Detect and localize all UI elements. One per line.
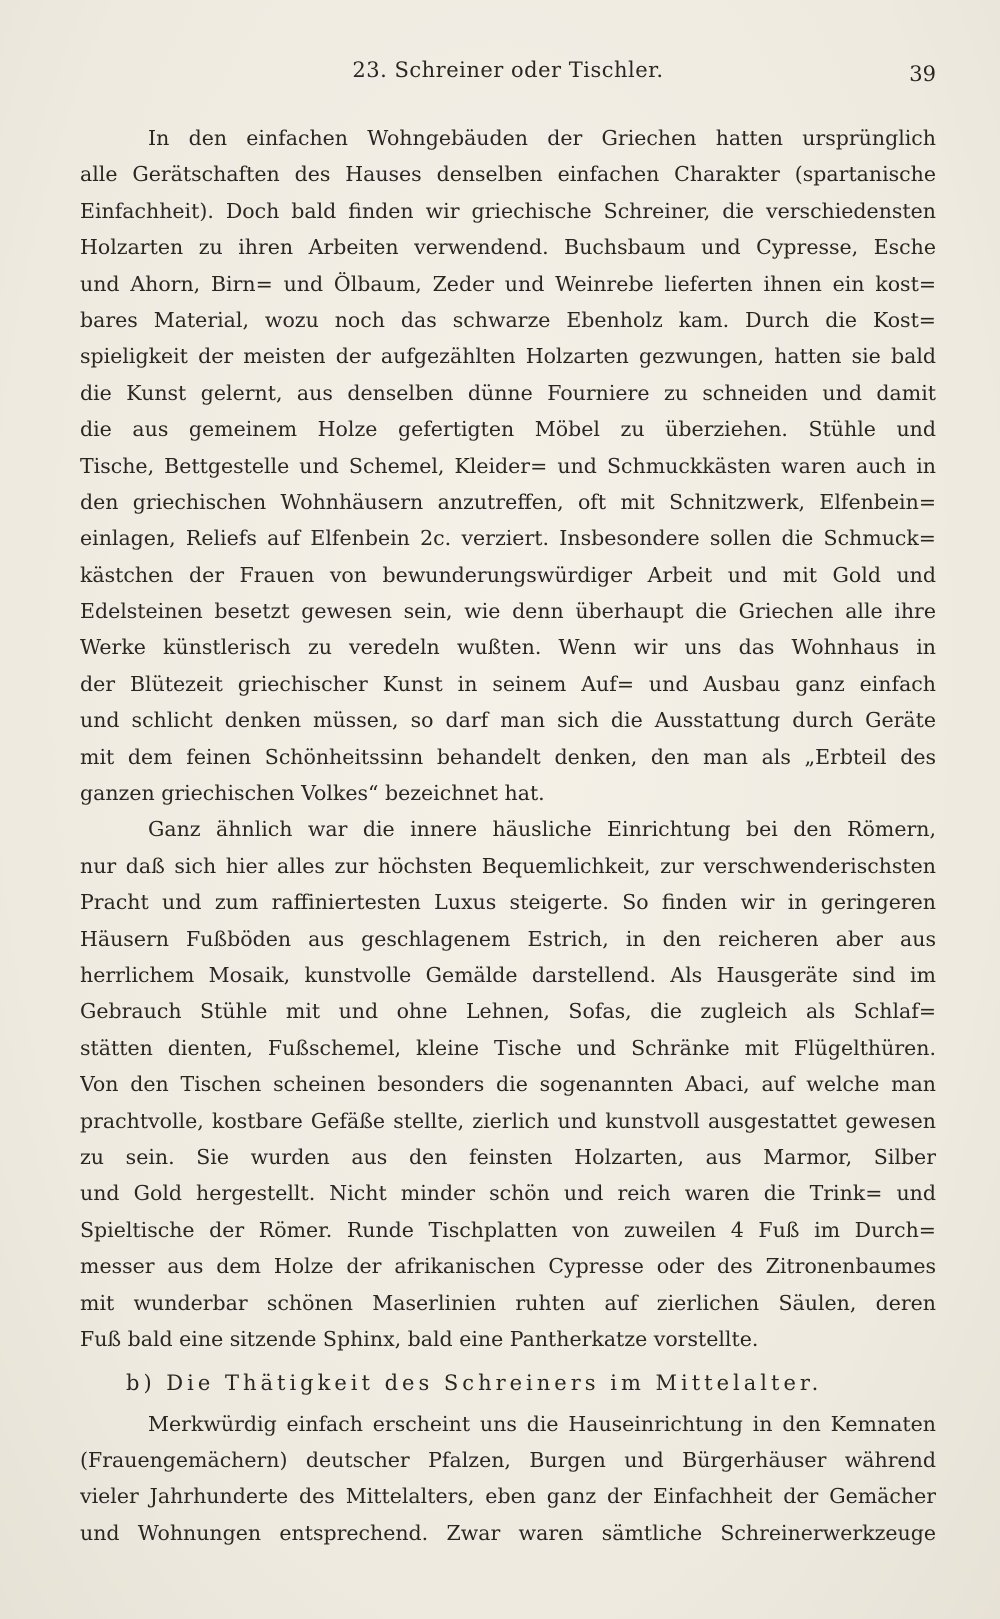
running-title: 23. Schreiner oder Tischler.	[352, 58, 664, 82]
text-line: Edelsteinen besetzt gewesen sein, wie denn überhaupt die Griechen alle ihre	[80, 599, 936, 624]
text-line: und Gold hergestellt. Nicht minder schön und reich waren die Trink= und	[80, 1181, 936, 1206]
text-line: zu sein. Sie wurden aus den feinsten Holzarten, aus Marmor, Silber	[80, 1144, 936, 1169]
text-line: kästchen der Frauen von bewunderungswürdiger Arbeit und mit Gold und	[80, 562, 936, 587]
text-line: Ganz ähnlich war die innere häusliche Einrichtung bei den Römern,	[148, 817, 936, 842]
text-line: und Ahorn, Birn= und Ölbaum, Zeder und Weinrebe lieferten ihnen ein kost=	[80, 271, 936, 296]
text-line: Pracht und zum raffiniertesten Luxus steigerte. So finden wir in geringeren	[80, 890, 936, 915]
running-head	[80, 58, 936, 90]
text-line: die Kunst gelernt, aus denselben dünne Fourniere zu schneiden und damit	[80, 380, 936, 405]
text-line: stätten dienten, Fußschemel, kleine Tische und Schränke mit Flügelthüren.	[80, 1035, 936, 1060]
text-line: messer aus dem Holze der afrikanischen Cypresse oder des Zitronenbaumes	[80, 1254, 936, 1279]
text-line: mit wunderbar schönen Maserlinien ruhten auf zierlichen Säulen, deren	[80, 1290, 936, 1315]
text-line: Werke künstlerisch zu veredeln wußten. Wenn wir uns das Wohnhaus in	[80, 635, 936, 660]
text-line: ganzen griechischen Volkes“ bezeichnet hat.	[80, 781, 545, 806]
text-line: Holzarten zu ihren Arbeiten verwendend. Buchsbaum und Cypresse, Esche	[80, 235, 936, 260]
text-line: Tische, Bettgestelle und Schemel, Kleider= und Schmuckkästen waren auch in	[80, 453, 936, 478]
text-line: die aus gemeinem Holze gefertigten Möbel zu überziehen. Stühle und	[80, 417, 936, 442]
text-line: Merkwürdig einfach erscheint uns die Hauseinrichtung in den Kemnaten	[148, 1411, 936, 1436]
paragraph-middle-ages	[80, 1406, 936, 1552]
text-line: prachtvolle, kostbare Gefäße stellte, zierlich und kunstvoll ausgestattet gewesen	[80, 1108, 936, 1133]
text-line: und Wohnungen entsprechend. Zwar waren sämtliche Schreinerwerkzeuge	[80, 1520, 936, 1545]
text-line: bares Material, wozu noch das schwarze Ebenholz kam. Durch die Kost=	[80, 307, 936, 332]
text-line: Von den Tischen scheinen besonders die sogenannten Abaci, auf welche man	[80, 1072, 936, 1097]
text-line: Häusern Fußböden aus geschlagenem Estrich, in den reicheren aber aus	[80, 926, 936, 951]
text-line: spieligkeit der meisten der aufgezählten Holzarten gezwungen, hatten sie bald	[80, 344, 936, 369]
text-line: der Blütezeit griechischer Kunst in seinem Auf= und Ausbau ganz einfach	[80, 671, 936, 696]
text-line: mit dem feinen Schönheitssinn behandelt denken, den man als „Erbteil des	[80, 744, 936, 769]
text-line: vieler Jahrhunderte des Mittelalters, eben ganz der Einfachheit der Gemächer	[80, 1484, 936, 1509]
text-line: nur daß sich hier alles zur höchsten Bequemlichkeit, zur verschwenderischsten	[80, 853, 936, 878]
paragraph-greeks	[80, 120, 936, 811]
text-line: alle Gerätschaften des Hauses denselben einfachen Charakter (spartanische	[80, 162, 936, 187]
text-line: Einfachheit). Doch bald finden wir griechische Schreiner, die verschiedensten	[80, 198, 936, 223]
text-line: (Frauengemächern) deutscher Pfalzen, Burgen und Bürgerhäuser während	[80, 1448, 936, 1473]
text-line: herrlichem Mosaik, kunstvolle Gemälde darstellend. Als Hausgeräte sind im	[80, 962, 936, 987]
page-number: 39	[909, 62, 936, 86]
text-line: und schlicht denken müssen, so darf man sich die Ausstattung durch Geräte	[80, 708, 936, 733]
text-line: Gebrauch Stühle mit und ohne Lehnen, Sofas, die zugleich als Schlaf=	[80, 999, 936, 1024]
body-text	[80, 120, 936, 1551]
text-line: einlagen, Reliefs auf Elfenbein 2c. verziert. Insbesondere sollen die Schmuck=	[80, 526, 936, 551]
text-line: den griechischen Wohnhäusern anzutreffen, oft mit Schnitzwerk, Elfenbein=	[80, 489, 936, 514]
text-line: Fuß bald eine sitzende Sphinx, bald eine Pantherkatze vorstellte.	[80, 1326, 759, 1351]
section-heading: b) Die Thätigkeit des Schreiners im Mittelalter.	[126, 1371, 823, 1396]
paragraph-romans	[80, 811, 936, 1357]
text-line: Spieltische der Römer. Runde Tischplatten von zuweilen 4 Fuß im Durch=	[80, 1217, 936, 1242]
text-line: In den einfachen Wohngebäuden der Griechen hatten ursprünglich	[148, 126, 936, 150]
